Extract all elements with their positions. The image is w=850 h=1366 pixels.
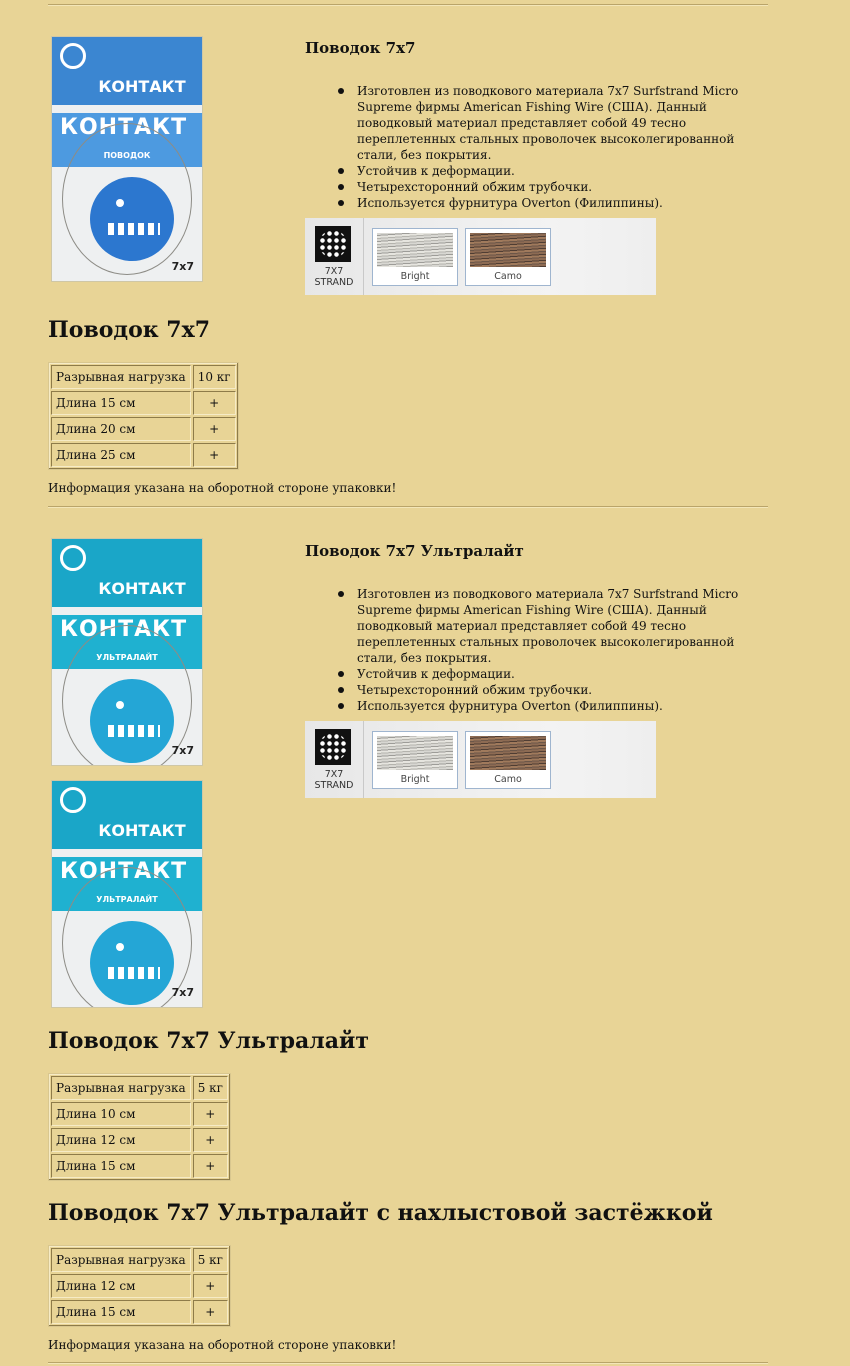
table-row: Разрывная нагрузка 10 кг: [51, 365, 236, 389]
feature-item: Используется фурнитура Overton (Филиппины).: [357, 195, 777, 211]
package-brand-small: КОНТАКТ: [98, 77, 186, 96]
table-row: Длина 10 см +: [51, 1102, 228, 1126]
brand-logo-icon: [60, 545, 86, 571]
table-row: Разрывная нагрузка 5 кг: [51, 1248, 228, 1272]
feature-item: Устойчив к деформации.: [357, 163, 777, 179]
strand-label: STRAND: [314, 780, 354, 791]
swatch-bright: Bright: [372, 228, 458, 286]
package-note: Информация указана на оборотной стороне упаковки!: [48, 481, 397, 495]
divider: [48, 506, 768, 508]
spec-table: [48, 362, 239, 470]
brand-logo-icon: [60, 787, 86, 813]
strand-hex-icon: [315, 729, 351, 765]
product-heading: Поводок 7х7 Ультралайт с нахлыстовой застёжкой: [48, 1200, 713, 1226]
strand-label: 7X7: [324, 266, 344, 277]
product-image: [51, 36, 203, 282]
package-brand-small: КОНТАКТ: [98, 579, 186, 598]
table-row: Длина 15 см +: [51, 1154, 228, 1178]
spec-table: [48, 1073, 231, 1181]
feature-list: [357, 83, 777, 211]
package-brand-large: КОНТАКТ: [60, 617, 188, 642]
strand-hex-icon: [315, 226, 351, 262]
feature-item: Четырехсторонний обжим трубочки.: [357, 682, 777, 698]
feature-list: [357, 586, 777, 714]
product-image: [51, 538, 203, 766]
package-size: 7х7: [171, 986, 194, 999]
feature-item: Используется фурнитура Overton (Филиппины).: [357, 698, 777, 714]
package-note: Информация указана на оборотной стороне упаковки!: [48, 1338, 397, 1352]
feature-item: Изготовлен из поводкового материала 7х7 Surfstrand Micro Supreme фирмы American Fishing Wire (США). Данный поводковый материал представляет собой 49 тесно переплетенных стальных проволочек высоколегированной стали, без покрытия.: [357, 83, 777, 163]
swatch-camo: Camo: [465, 731, 551, 789]
product-heading: Поводок 7х7: [48, 317, 211, 343]
divider-top: [48, 4, 768, 6]
brand-logo-icon: [60, 43, 86, 69]
table-row: Разрывная нагрузка 5 кг: [51, 1076, 228, 1100]
swatch-camo: Camo: [465, 228, 551, 286]
product-title: Поводок 7х7 Ультралайт: [305, 542, 524, 560]
strand-label: STRAND: [314, 277, 354, 288]
table-row: Длина 15 см +: [51, 391, 236, 415]
fish-logo-icon: [90, 177, 174, 261]
package-subtitle: УЛЬТРАЛАЙТ: [96, 895, 158, 904]
product-title: Поводок 7х7: [305, 39, 416, 57]
spec-table: [48, 1245, 231, 1327]
feature-item: Четырехсторонний обжим трубочки.: [357, 179, 777, 195]
product-heading: Поводок 7х7 Ультралайт: [48, 1028, 369, 1054]
strand-banner: [305, 721, 656, 798]
package-brand-small: КОНТАКТ: [98, 821, 186, 840]
table-row: Длина 25 см +: [51, 443, 236, 467]
feature-item: Устойчив к деформации.: [357, 666, 777, 682]
strand-label: 7X7: [324, 769, 344, 780]
table-row: Длина 15 см +: [51, 1300, 228, 1324]
feature-item: Изготовлен из поводкового материала 7х7 Surfstrand Micro Supreme фирмы American Fishing Wire (США). Данный поводковый материал представляет собой 49 тесно переплетенных стальных проволочек высоколегированной стали, без покрытия.: [357, 586, 777, 666]
package-subtitle: ПОВОДОК: [103, 151, 151, 160]
package-brand-large: КОНТАКТ: [60, 115, 188, 140]
product-image: [51, 780, 203, 1008]
package-brand-large: КОНТАКТ: [60, 859, 188, 884]
table-row: Длина 20 см +: [51, 417, 236, 441]
table-row: Длина 12 см +: [51, 1274, 228, 1298]
divider-bottom: [48, 1362, 768, 1364]
fish-logo-icon: [90, 679, 174, 763]
package-subtitle: УЛЬТРАЛАЙТ: [96, 653, 158, 662]
fish-logo-icon: [90, 921, 174, 1005]
package-size: 7х7: [171, 260, 194, 273]
package-size: 7х7: [171, 744, 194, 757]
strand-banner: [305, 218, 656, 295]
swatch-bright: Bright: [372, 731, 458, 789]
table-row: Длина 12 см +: [51, 1128, 228, 1152]
